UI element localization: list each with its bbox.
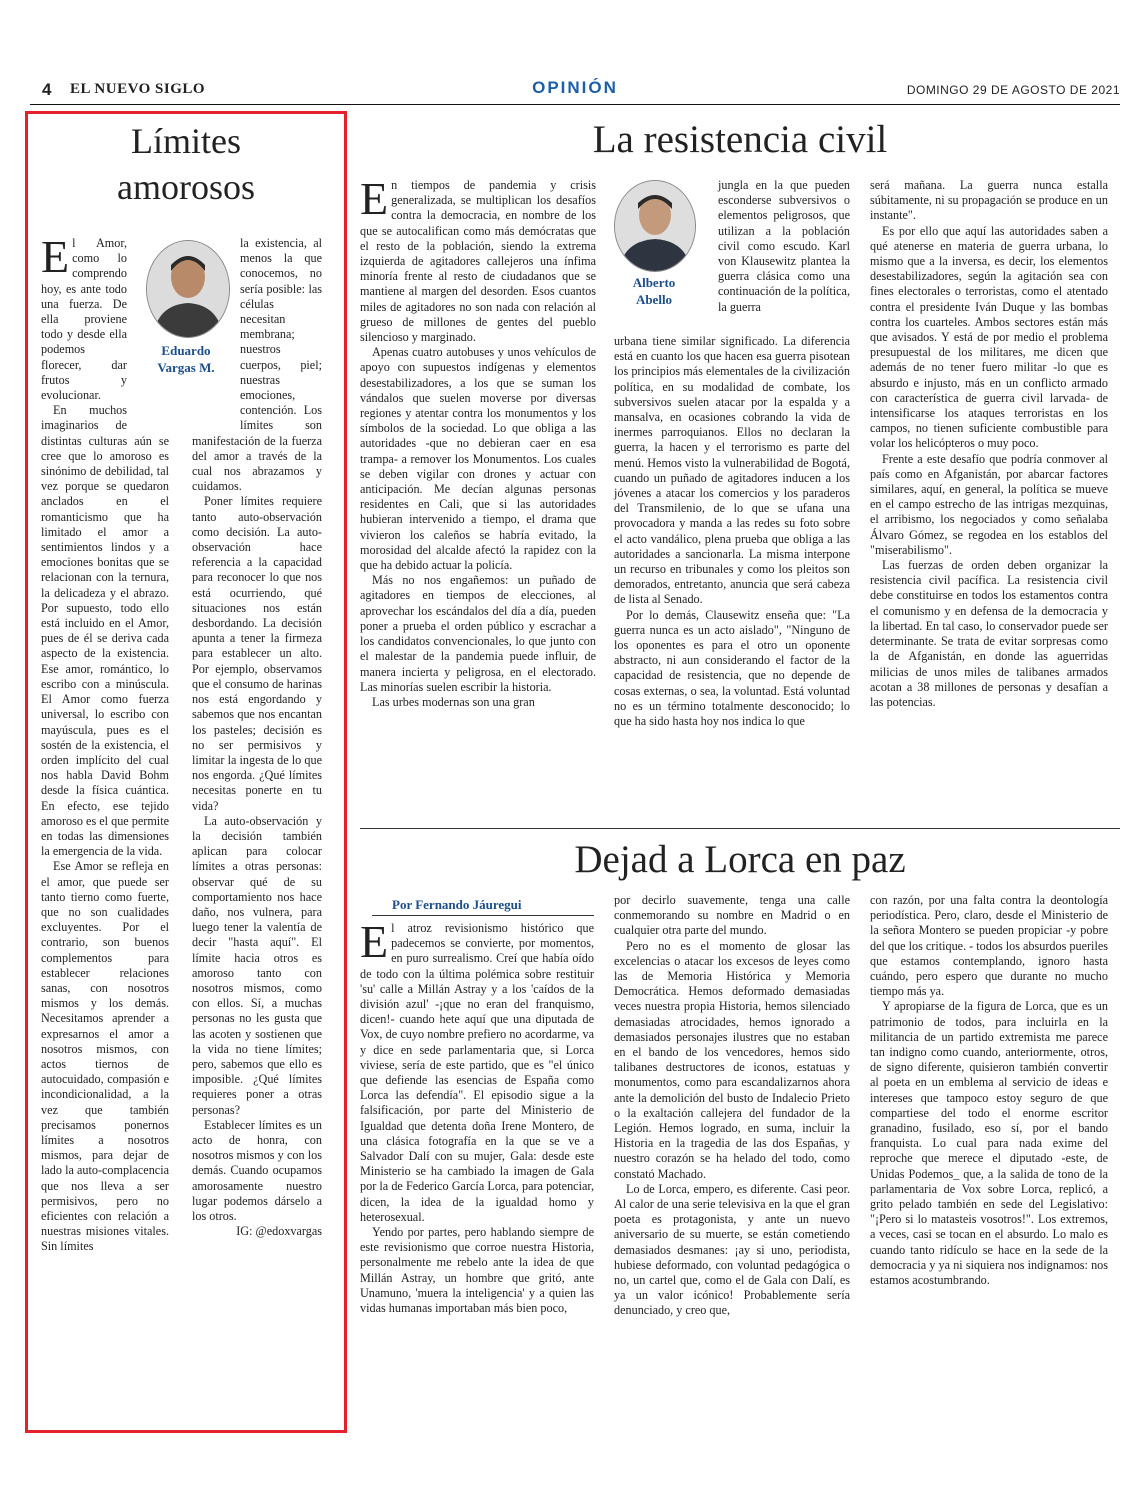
- article3-byline: Por Fernando Jáuregui: [392, 897, 522, 912]
- article3-paragraph: Lo de Lorca, empero, es diferente. Casi peor. Al calor de una serie televisiva en la que el gran poeta es protagonista, y ante un nuevo aniversario de su muerte, se están cometiendo demasiados desmanes: ¡ay si uno, periodista, hubiese deformado, con voluntad pedagógica o no, un cartel que, como el de Gala con Dalí, es ya un valor icónico! Probablemente sería denunciado, y creo que,: [614, 1181, 850, 1318]
- article1-paragraph: Establecer límites es un acto de honra, con nosotros mismos y con los demás. Cuando ocupamos amorosamente nuestro lugar podemos dárselo a los otros.: [192, 1117, 322, 1223]
- article1-paragraph: El Amor, como lo comprendo hoy, es ante todo una fuerza. De ella proviene todo y desde ella podemos florecer, dar frutos y evolucionar.: [41, 231, 127, 403]
- article1-paragraph: En muchos imaginarios de distintas culturas aún se cree que lo amoroso es sinónimo de debilidad, tal vez porque se quedaron anclados en el romanticismo que ha limitado el amor a sentimientos lindos y a emociones bonitas que se relacionan con la ternura, la delicadeza y el abrazo. Por supuesto, todo ello está incluido en el Amor, pues de él se deriva cada aspecto de la existencia. Ese amor, romántico, lo escribo con a minúscula. El Amor como fuerza universal, lo escribo con mayúscula, pues es el sostén de la existencia, el orden implícito del cual nos habla David Bohm desde la física cuántica. En efecto, ese tejido amoroso es el que permite en todas las dimensiones la emergencia de la vida.: [41, 403, 169, 859]
- article2-paragraph: será mañana. La guerra nunca estalla súbitamente, ni su propagación se produce en un instante".: [870, 178, 1108, 223]
- author-first-name: Eduardo: [161, 343, 211, 358]
- article2-paragraph: Las fuerzas de orden deben organizar la resistencia civil pacífica. La resistencia civil debe constituirse en todos los estamentos contra el comunismo y en defensa de la democracia y la libertad. En tal caso, lo conservador puede ser determinante. Se trata de evitar sorpresas como la de Afganistán, en donde las aguerridas milicias de unos miles de talibanes armados acotan a 38 millones de personas y desafían a las potencias.: [870, 558, 1108, 709]
- article1-title-line2: amorosos: [117, 167, 255, 207]
- article1-title: [40, 118, 332, 210]
- article2-paragraph: En tiempos de pandemia y crisis generalizada, se multiplican los desafíos contra la democracia, en nombre de los que se autocalifican como más demócratas que el resto de la población, siendo la extrema izquierda de agitadores callejeros una ínfima minoría frente al resto de ciudadanos que se mantiene al margen del desorden. Esos cuantos miles de agitadores no son nada con relación al grueso de millones de gentes del pueblo silencioso y marginado.: [360, 173, 596, 345]
- article1-paragraph: Ese Amor se refleja en el amor, que puede ser tanto tierno como fuerte, que no son cualidades excluyentes. Por el contrario, son buenos complementos para establecer relaciones sanas, con nosotros mismos y los demás. Necesitamos aprender a expresarnos el amor a nosotros mismos, con actos tiernos de autocuidado, compasión e incondicionalidad, a la vez que también precisamos ponernos límites a nosotros mismos, para dejar de lado la auto-complacencia que nos lleva a ser permisivos, pero no eficientes con relación a nuestras misiones vitales. Sin límites: [41, 859, 169, 1254]
- portrait-icon: [615, 181, 695, 271]
- article3-paragraph: por decirlo suavemente, tenga una calle conmemorando su nombre en Madrid o en cualquier otra parte del mundo.: [614, 893, 850, 938]
- drop-cap: E: [360, 173, 389, 224]
- section-title: OPINIÓN: [532, 78, 618, 97]
- article1-paragraph: Poner límites requiere tanto auto-observación como decisión. La auto-observación hace referencia a la capacidad para reconocer lo que nos está ocurriendo, qué situaciones nos están desbordando. La decisión apunta a tener la firmeza para establecer un alto. Por ejemplo, observamos que el consumo de harinas nos está engordando y sabemos que nos encantan los pasteles; decisión es no ser permisivos y limitar la ingesta de lo que nos engorda. ¿Qué límites necesitas ponerte en tu vida?: [192, 494, 322, 813]
- page-number: 4: [42, 80, 52, 99]
- article3-column-3: [870, 893, 1108, 1288]
- article1-title-line1: Límites: [131, 121, 241, 161]
- article2-paragraph: urbana tiene similar significado. La diferencia está en cuanto los que hacen esa guerra pisotean los principios más elementales de la civilización política, en su modalidad de combate, los subversivos suelen atacar por la espalda y a mansalva, en ocasiones cobrando la vida de inermes parroquianos. Ellos no declaran la guerra, la hacen y el terrorismo es parte del menú. Hemos visto la vulnerabilidad de Bogotá, cuando un puñado de agitadores inducen a los jóvenes a atacar los comercios y los paraderos del Transmilenio, de lo que se ufana una provocadora y manda a las redes su foto sobre el acto vandálico, plena prueba que obliga a las autoridades a sancionarla. La misma interpone un recurso en tribunales y como los pleitos son demorados, entretanto, anuncia que será cabeza de lista al Senado.: [614, 334, 850, 607]
- author-first-name: Alberto: [632, 275, 676, 290]
- article3-paragraph: Yendo por partes, pero hablando siempre de este revisionismo que corroe nuestra Historia, personalmente me rebelo ante la idea de que Millán Astray, un hombre que gritó, ante Unamuno, 'muera la inteligencia' y a quien las vidas humanas importaban más bien poco,: [360, 1225, 594, 1316]
- author-name-alberto: [604, 274, 704, 308]
- article2-paragraph: Más no nos engañemos: un puñado de agitadores en tiempos de elecciones, al aprovechar los escándalos del día a día, pueden poner a prueba el orden público y escrachar a los candidatos convencionales, lo que junto con el malestar de la pandemia puede influir, de manera incierta y peligrosa, en el electorado. Las minorías suelen escribir la historia.: [360, 573, 596, 694]
- issue-date: DOMINGO 29 DE AGOSTO DE 2021: [906, 83, 1120, 97]
- article-divider: [360, 828, 1120, 829]
- article2-column-2: [614, 334, 850, 729]
- newspaper-name: EL NUEVO SIGLO: [70, 81, 206, 97]
- author-last-name: Vargas M.: [157, 360, 215, 375]
- article2-paragraph: Las urbes modernas son una gran: [372, 694, 535, 709]
- article1-column-2: [192, 236, 322, 1239]
- article3-column-1: [360, 916, 594, 1316]
- article2-column-1: [360, 173, 596, 710]
- author-photo-alberto: [614, 180, 696, 272]
- article3-title: Dejad a Lorca en paz: [574, 838, 906, 881]
- article3-paragraph: Pero no es el momento de glosar las excelencias o atacar los excesos de leyes como las de Memoria Histórica y Memoria Democrática. Hemos deformado demasiadas veces nuestra propia Historia, hemos silenciado demasiadas atrocidades, hemos ignorado a demasiados personajes ilustres que no estaban en el bando de los vencedores, hemos sido talibanes destructores de iconos, estatuas y monumentos, como para escandalizarnos ahora ante la demolición del busto de Indalecio Prieto o la exaltación callejera del fundador de la Legión. Hemos logrado, en suma, incluir la Historia en la tragedia de las dos Españas, y nuestro corazón se ha helado del todo, como constató Machado.: [614, 938, 850, 1181]
- article3-paragraph: con razón, por una falta contra la deontología periodística. Pero, claro, desde el Ministerio de la señora Montero se pueden propiciar -y pobre del que los critique. - todos los absurdos pueriles que estamos contemplando, ignoro hasta cuándo, pero espero que durante no mucho tiempo más ya.: [870, 893, 1108, 999]
- drop-cap: E: [41, 231, 70, 282]
- article2-paragraph: Apenas cuatro autobuses y unos vehículos de apoyo con supuestos indígenas y elementos desestabilizadores, a los que se suman los vándalos que suelen moverse por diversas regiones y atentar contra los monumentos y los símbolos de la sociedad. Lo que obliga a las autoridades -que no debieran caer en esa trampa- a remover los Monumentos. Los cuales se deben vigilar con drones y actuar con anticipación. Me decían algunas personas residentes en Cali, que si las autoridades hubieran intervenido a tiempo, el drama que vivieron los caleños se habría evitado, la morosidad del alcalde afectó la rapidez con la que ha debido actuar la policía.: [360, 345, 596, 573]
- article1-column-1: [41, 231, 169, 1255]
- article2-paragraph: Por lo demás, Clausewitz enseña que: "La guerra nunca es un acto aislado", "Ninguno de los oponentes es para el otro un oponente abstracto, ni aun considerando el factor de la capacidad de resistencia, que no depende de cosas externas, o sea, la voluntad. Está voluntad no es un término totalmente desconocido; lo que ha sido hasta hoy nos indica lo que: [614, 607, 850, 729]
- article2-paragraph: Es por ello que aquí las autoridades saben a qué atenerse en materia de guerra urbana, lo mismo que a la inversa, es decir, los elementos desestabilizadores, según la agitación sea con fines electorales o terroristas, como el atentado contra el presidente Iván Duque y las bombas contra los cuarteles. Ambos sectores están más que avisados. Y está de por medio el problema presupuestal de los militares, me dicen que además de no tener fuero militar -lo que es absurdo e injusto, más en un conflicto armado con característica de guerra civil larvada- de intensificarse los ataques terroristas en los campos, no tienen suficiente combustible para volar los helicópteros o muy poco.: [870, 223, 1108, 451]
- article1-paragraph: La auto-observación y la decisión también aplican para colocar límites a otras personas: observar qué de su comportamiento nos hace daño, nos vulnera, para luego tener la valentía de decir "hasta aquí". El límite hacia otros es amoroso tanto con nosotros mismos, como con ellos. Sí, a muchas personas no les gusta que las acoten y sostienen que la vida no tiene límites; pero, sabemos que ello es imposible. ¿Qué límites requieres poner a otras personas?: [192, 813, 322, 1117]
- article3-column-2: [614, 893, 850, 1319]
- article3-paragraph: El atroz revisionismo histórico que padecemos se convierte, por momentos, en puro surrealismo. Creí que había oído de todo con la última polémica sobre restituir 'su' calle a Millán Astray y a los 'caídos de la división azul' -¡que no eran del franquismo, dicen!- cuando hete aquí que una diputada de Vox, de cuyo nombre prefiero no acordarme, va y dice en sede parlamentaria que, si Lorca viviese, sería de este partido, que es "el único que defiende las esencias de España como Lorca las defendía". El episodio sigue a la falsificación, por parte del Ministerio de Igualdad que detenta doña Irene Montero, de una clásica fotografía en la que se ve a Salvador Dalí con su mujer, Gala: desde este Ministerio se ha cambiado la imagen de Gala por la de Federico García Lorca, para potenciar, dicen, la idea de la igualdad homo y heterosexual.: [360, 916, 594, 1224]
- article3-paragraph: Y apropiarse de la figura de Lorca, que es un patrimonio de todos, para incluirla en la militancia de un partido extremista me parece tan indigno como cuando, anteriormente, otros, de signo diferente, quisieron también convertir al poeta en un emblema al servicio de ideas e intereses que tampoco estoy seguro de que compartiese del todo el enorme escritor granadino, fusilado, eso sí, por el bando franquista. Lo cual para nada exime del reproche que merece el diputado -este, de Unidas Podemos_ que, a la salida de tono de la parlamentaria de Vox sobre Lorca, replicó, a grito pelado también en sede del Legislativo: "¡Pero si lo matasteis vosotros!". Los extremos, a veces, casi se tocan en el absurdo. Lo malo es cuando tanto ridículo se hace en la sede de la democracia y ya ni siquiera nos indignamos: nos estamos acostumbrando.: [870, 999, 1108, 1288]
- article2-column-3: [870, 178, 1108, 710]
- article1-paragraph: la existencia, al menos la que conocemos, no sería posible: las células necesitan membrana; nuestros cuerpos, piel; nuestras emociones, contención. Los límites son manifestación de la fuerza del amor a través de la cual nos abrazamos y cuidamos.: [192, 236, 322, 494]
- article2-paragraph: Frente a este desafío que podría conmover al país como en Afganistán, por abarcar factores similares, aquí, en general, la política se mueve en el campo estrecho de las intrigas mezquinas, el arribismo, los negociados y como señalaba Álvaro Gómez, se regodea en los establos del "miserabilismo".: [870, 451, 1108, 557]
- author-last-name: Abello: [635, 292, 673, 307]
- drop-cap: E: [360, 916, 389, 967]
- author-signature: IG: @edoxvargas: [236, 1224, 322, 1239]
- article2-title: La resistencia civil: [592, 118, 888, 161]
- page-header: [30, 78, 1120, 105]
- article2-column-2-top: jungla en la que pueden esconderse subversivos o elementos peligrosos, que utilizan a la población civil como escudo. Karl von Klausewitz plantea la guerra clásica como una continuación de la política, la guerra: [718, 178, 850, 314]
- byline-underline: [372, 915, 594, 916]
